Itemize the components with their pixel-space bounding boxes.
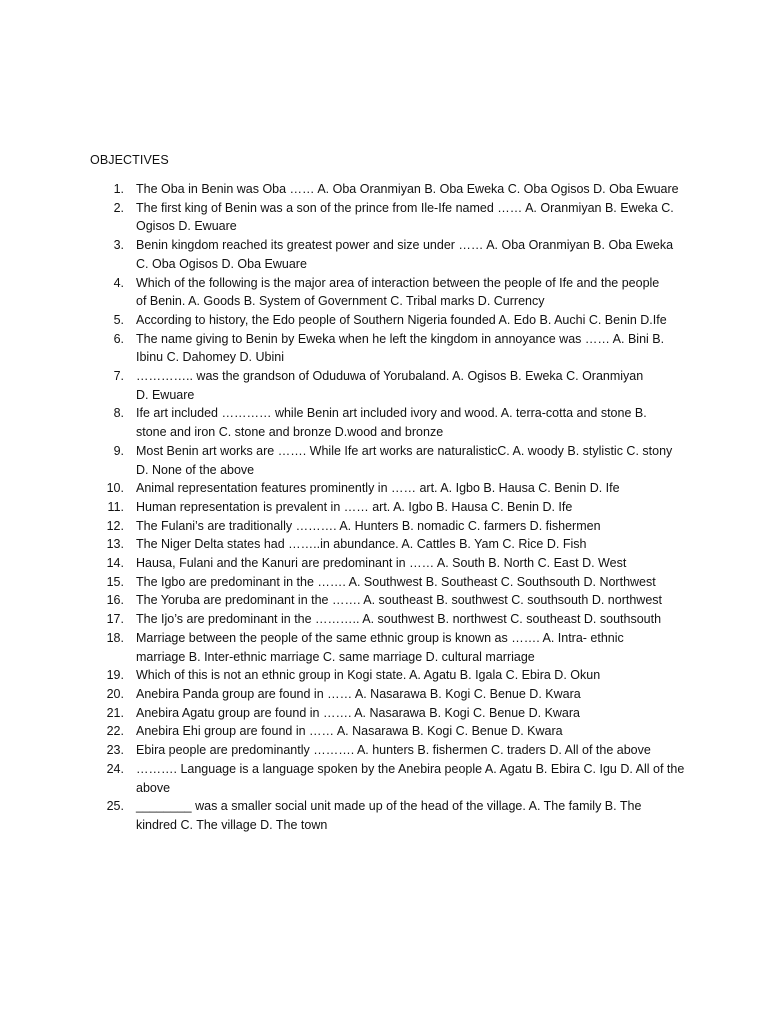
question-number: 4.: [113, 275, 124, 290]
question-text-line: Ebira people are predominantly ………. A. hunters B. fishermen C. traders D. All of the above: [136, 743, 651, 758]
question-number: 18.: [106, 630, 124, 645]
question-text-line: The Igbo are predominant in the ……. A. Southwest B. Southeast C. Southsouth D. Northwest: [136, 574, 656, 589]
question-text-line: According to history, the Edo people of Southern Nigeria founded A. Edo B. Auchi C. Benin D.Ife: [136, 312, 667, 327]
question-text-line: of Benin. A. Goods B. System of Government C. Tribal marks D. Currency: [136, 294, 545, 309]
question-number: 5.: [113, 312, 124, 327]
question-number: 16.: [106, 593, 124, 608]
question-text-line: The Ijo’s are predominant in the ……….. A. southwest B. northwest C. southeast D. southsouth: [136, 612, 662, 627]
question-item: [90, 573, 690, 592]
question-item: [90, 685, 690, 704]
question-text-line: ________ was a smaller social unit made up of the head of the village. A. The family B. The: [136, 799, 642, 814]
question-text-line: marriage B. Inter-ethnic marriage C. same marriage D. cultural marriage: [136, 649, 535, 664]
question-item: [90, 666, 690, 685]
question-item: [90, 479, 690, 498]
question-text-line: The Niger Delta states had ……..in abundance. A. Cattles B. Yam C. Rice D. Fish: [136, 537, 587, 552]
question-number: 19.: [106, 668, 124, 683]
question-number: 25.: [106, 799, 124, 814]
question-item: [90, 274, 690, 311]
question-number: 9.: [113, 443, 124, 458]
question-number: 3.: [113, 238, 124, 253]
question-number: 2.: [113, 200, 124, 215]
question-number: 13.: [106, 537, 124, 552]
question-item: [90, 498, 690, 517]
question-item: [90, 591, 690, 610]
section-heading: OBJECTIVES: [90, 153, 169, 167]
question-item: [90, 311, 690, 330]
question-number: 24.: [106, 761, 124, 776]
question-item: [90, 741, 690, 760]
question-text-line: Human representation is prevalent in …… art. A. Igbo B. Hausa C. Benin D. Ife: [136, 499, 573, 514]
question-text-line: Anebira Ehi group are found in …… A. Nasarawa B. Kogi C. Benue D. Kwara: [136, 724, 563, 739]
question-item: [90, 517, 690, 536]
question-text-line: The Yoruba are predominant in the ……. A. southeast B. southwest C. southsouth D. northwest: [136, 593, 662, 608]
question-text-line: ………. Language is a language spoken by the Anebira people A. Agatu B. Ebira C. Igu D. All of the: [136, 761, 685, 776]
question-item: [90, 330, 690, 367]
question-number: 10.: [106, 481, 124, 496]
question-number: 23.: [106, 743, 124, 758]
question-text-line: Ogisos D. Ewuare: [136, 219, 237, 234]
question-text-line: C. Oba Ogisos D. Oba Ewuare: [136, 256, 307, 271]
question-number: 22.: [106, 724, 124, 739]
question-item: [90, 535, 690, 554]
question-number: 6.: [113, 331, 124, 346]
question-number: 8.: [113, 406, 124, 421]
question-item: [90, 610, 690, 629]
question-text-line: Animal representation features prominently in …… art. A. Igbo B. Hausa C. Benin D. Ife: [136, 481, 620, 496]
question-text-line: The name giving to Benin by Eweka when he left the kingdom in annoyance was …… A. Bini B.: [136, 331, 665, 346]
question-text-line: The Oba in Benin was Oba …… A. Oba Oranmiyan B. Oba Eweka C. Oba Ogisos D. Oba Ewuare: [136, 182, 679, 196]
question-item: [90, 404, 690, 441]
question-text-line: kindred C. The village D. The town: [136, 817, 328, 832]
question-item: [90, 797, 690, 834]
question-number: 17.: [106, 612, 124, 627]
question-number: 7.: [113, 369, 124, 384]
question-item: [90, 180, 690, 199]
question-number: 20.: [106, 686, 124, 701]
question-text-line: Ibinu C. Dahomey D. Ubini: [136, 350, 284, 365]
question-text-line: The first king of Benin was a son of the prince from Ile-Ife named …… A. Oranmiyan B. Eweka C.: [136, 200, 674, 215]
question-number: 11.: [107, 499, 124, 514]
question-text-line: Marriage between the people of the same ethnic group is known as ……. A. Intra- ethnic: [136, 630, 624, 645]
question-text-line: Which of this is not an ethnic group in Kogi state. A. Agatu B. Igala C. Ebira D. Okun: [136, 668, 601, 683]
question-text-line: above: [136, 780, 171, 795]
question-text-line: D. None of the above: [136, 462, 255, 477]
question-item: [90, 629, 690, 666]
question-item: [90, 704, 690, 723]
question-number: 15.: [106, 574, 124, 589]
question-item: [90, 367, 690, 404]
question-text-line: stone and iron C. stone and bronze D.wood and bronze: [136, 425, 444, 440]
question-text-line: Benin kingdom reached its greatest power and size under …… A. Oba Oranmiyan B. Oba Eweka: [136, 238, 674, 253]
question-number: 14.: [106, 556, 124, 571]
question-number: 1.: [113, 182, 124, 196]
question-text-line: Anebira Panda group are found in …… A. Nasarawa B. Kogi C. Benue D. Kwara: [136, 686, 581, 701]
question-item: [90, 236, 690, 273]
question-number: 12.: [106, 518, 124, 533]
question-number: 21.: [106, 705, 124, 720]
question-text-line: ………….. was the grandson of Oduduwa of Yorubaland. A. Ogisos B. Eweka C. Oranmiyan: [136, 369, 644, 384]
question-text-line: The Fulani’s are traditionally ………. A. Hunters B. nomadic C. farmers D. fishermen: [136, 518, 601, 533]
question-item: [90, 199, 690, 236]
question-item: [90, 442, 690, 479]
question-text-line: D. Ewuare: [136, 387, 195, 402]
question-list: [90, 180, 690, 835]
question-text-line: Most Benin art works are ……. While Ife art works are naturalisticC. A. woody B. stylistic C. stony: [136, 443, 673, 458]
question-text-line: Anebira Agatu group are found in ……. A. Nasarawa B. Kogi C. Benue D. Kwara: [136, 705, 581, 720]
question-text-line: Hausa, Fulani and the Kanuri are predominant in …… A. South B. North C. East D. West: [136, 556, 627, 571]
question-text-line: Ife art included ………… while Benin art included ivory and wood. A. terra-cotta and stone B.: [136, 406, 647, 421]
question-item: [90, 722, 690, 741]
question-item: [90, 554, 690, 573]
question-text-line: Which of the following is the major area of interaction between the people of Ife and the people: [136, 275, 660, 290]
question-item: [90, 760, 690, 797]
